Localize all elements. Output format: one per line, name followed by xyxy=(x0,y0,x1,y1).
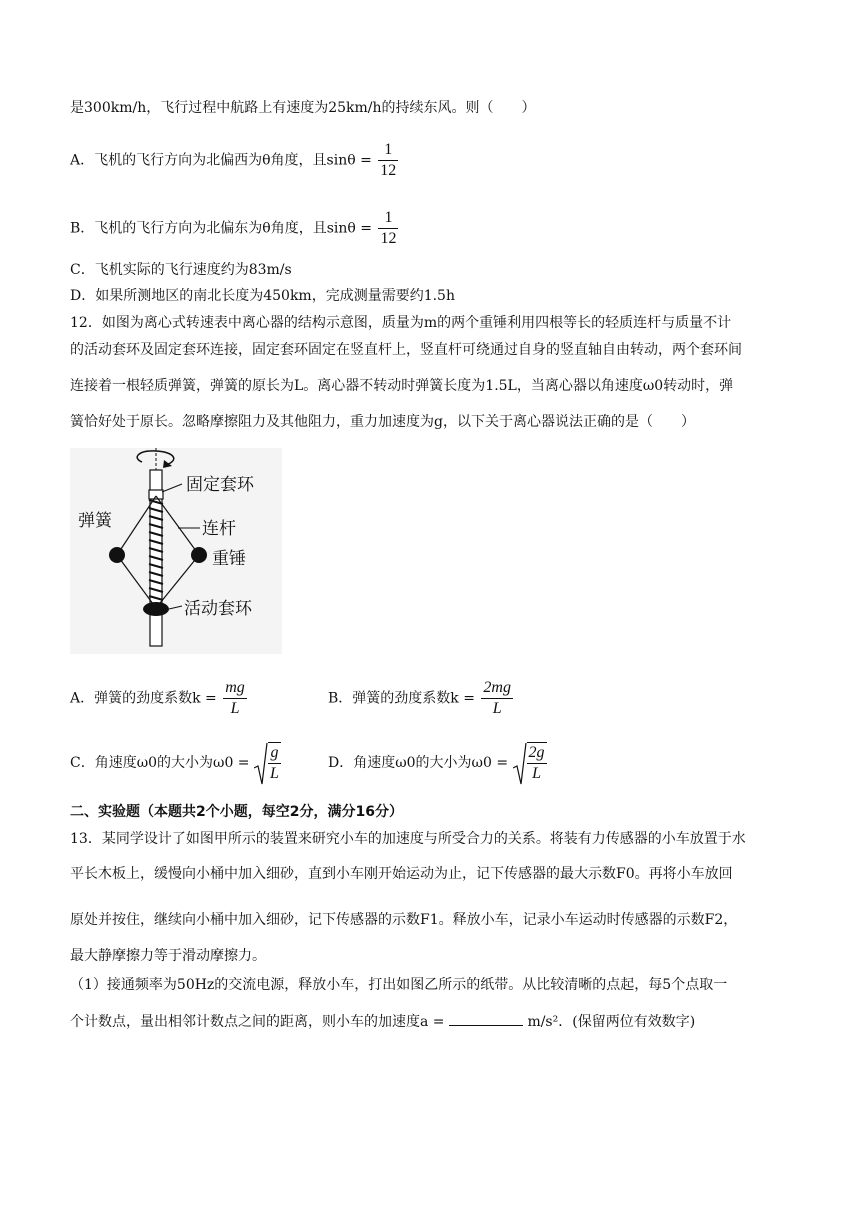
option-12c xyxy=(70,742,283,784)
q13-line-3: 原处并按住，继续向小桶中加入细砂，记下传感器的示数F1。释放小车，记录小车运动时传感器的示数F2， xyxy=(70,912,738,928)
rotation-arrow-icon xyxy=(137,451,174,465)
centrifuge-diagram xyxy=(70,448,282,654)
fraction-numerator: 2mg xyxy=(481,678,513,699)
q13-line-1: 13．某同学设计了如图甲所示的装置来研究小车的加速度与所受合力的关系。将装有力传感器的小车放置于水 xyxy=(70,831,746,847)
q13-line-2: 平长木板上，缓慢向小桶中加入细砂，直到小车刚开始运动为止，记下传感器的最大示数F0。再将小车放回 xyxy=(70,866,733,882)
fraction xyxy=(527,742,547,784)
q13-line-4: 最大静摩擦力等于滑动摩擦力。 xyxy=(70,948,266,964)
fraction-denominator: L xyxy=(492,700,502,717)
label-moving-ring: 活动套环 xyxy=(184,599,252,619)
fraction xyxy=(268,742,281,784)
option-12c-label: C．角速度ω0的大小为ω0 = xyxy=(70,755,250,771)
label-rod: 连杆 xyxy=(202,519,236,539)
fraction-numerator: 1 xyxy=(378,208,398,229)
label-weight: 重锤 xyxy=(212,549,246,569)
label-spring: 弹簧 xyxy=(78,511,112,531)
option-11a xyxy=(70,140,400,181)
q12-line-1: 12．如图为离心式转速表中离心器的结构示意图，质量为m的两个重锤利用四根等长的轻质连杆与质量不计 xyxy=(70,315,732,331)
option-12a xyxy=(70,678,249,719)
label-fixed-ring: 固定套环 xyxy=(186,475,254,495)
q12-line-2: 的活动套环及固定套环连接，固定套环固定在竖直杆上，竖直杆可绕通过自身的竖直轴自由转动，两个套环间 xyxy=(70,342,742,358)
fraction-denominator: 12 xyxy=(380,230,397,247)
q13-line-5: （1）接通频率为50Hz的交流电源，释放小车，打出如图乙所示的纸带。从比较清晰的点起，每5个点取一 xyxy=(70,977,728,993)
fraction xyxy=(223,678,247,719)
q11-line: 是300km/h，飞行过程中航路上有速度为25km/h的持续东风。则（ ） xyxy=(70,100,536,116)
q13-line-6 xyxy=(70,1011,695,1032)
option-12d-label: D．角速度ω0的大小为ω0 = xyxy=(328,755,509,771)
q12-line-4: 簧恰好处于原长。忽略摩擦阻力及其他阻力，重力加速度为g，以下关于离心器说法正确的是（ ） xyxy=(70,414,695,430)
fraction-denominator: L xyxy=(532,765,541,782)
option-12d xyxy=(328,742,549,784)
fraction xyxy=(378,208,398,249)
fraction-numerator: g xyxy=(268,743,281,764)
option-11b-label: B．飞机的飞行方向为北偏东为θ角度，且sinθ = xyxy=(70,220,373,237)
sqrt xyxy=(513,742,549,784)
fraction xyxy=(378,140,398,181)
section-heading: 二、实验题（本题共2个小题，每空2分，满分16分） xyxy=(70,804,403,820)
fraction-denominator: 12 xyxy=(380,162,397,179)
option-11a-label: A．飞机的飞行方向为北偏西为θ角度，且sinθ = xyxy=(70,152,372,169)
fraction xyxy=(481,678,513,719)
fraction-denominator: L xyxy=(270,765,279,782)
weight-ball xyxy=(191,547,207,563)
option-12b xyxy=(328,678,515,719)
option-12b-label: B．弹簧的劲度系数k = xyxy=(328,690,475,707)
q13-line-6a: 个计数点，量出相邻计数点之间的距离，则小车的加速度a = xyxy=(70,1014,445,1030)
fixed-ring xyxy=(149,490,163,499)
answer-blank[interactable] xyxy=(449,1011,523,1026)
fraction-numerator: 1 xyxy=(378,140,398,161)
fraction-denominator: L xyxy=(230,700,240,717)
sqrt xyxy=(254,742,283,784)
option-12a-label: A．弹簧的劲度系数k = xyxy=(70,690,217,707)
centrifuge-svg xyxy=(70,448,282,654)
option-11b xyxy=(70,208,400,249)
q13-line-6b: m/s²．(保留两位有效数字) xyxy=(527,1014,696,1030)
option-11c: C．飞机实际的飞行速度约为83m/s xyxy=(70,262,292,278)
fraction-numerator: 2g xyxy=(527,743,547,764)
fraction-numerator: mg xyxy=(223,678,247,699)
moving-ring xyxy=(143,602,169,616)
option-11d: D．如果所测地区的南北长度为450km，完成测量需要约1.5h xyxy=(70,288,455,304)
weight-ball xyxy=(109,547,125,563)
q12-line-3: 连接着一根轻质弹簧，弹簧的原长为L。离心器不转动时弹簧长度为1.5L，当离心器以角速度ω0转动时，弹 xyxy=(70,378,734,394)
